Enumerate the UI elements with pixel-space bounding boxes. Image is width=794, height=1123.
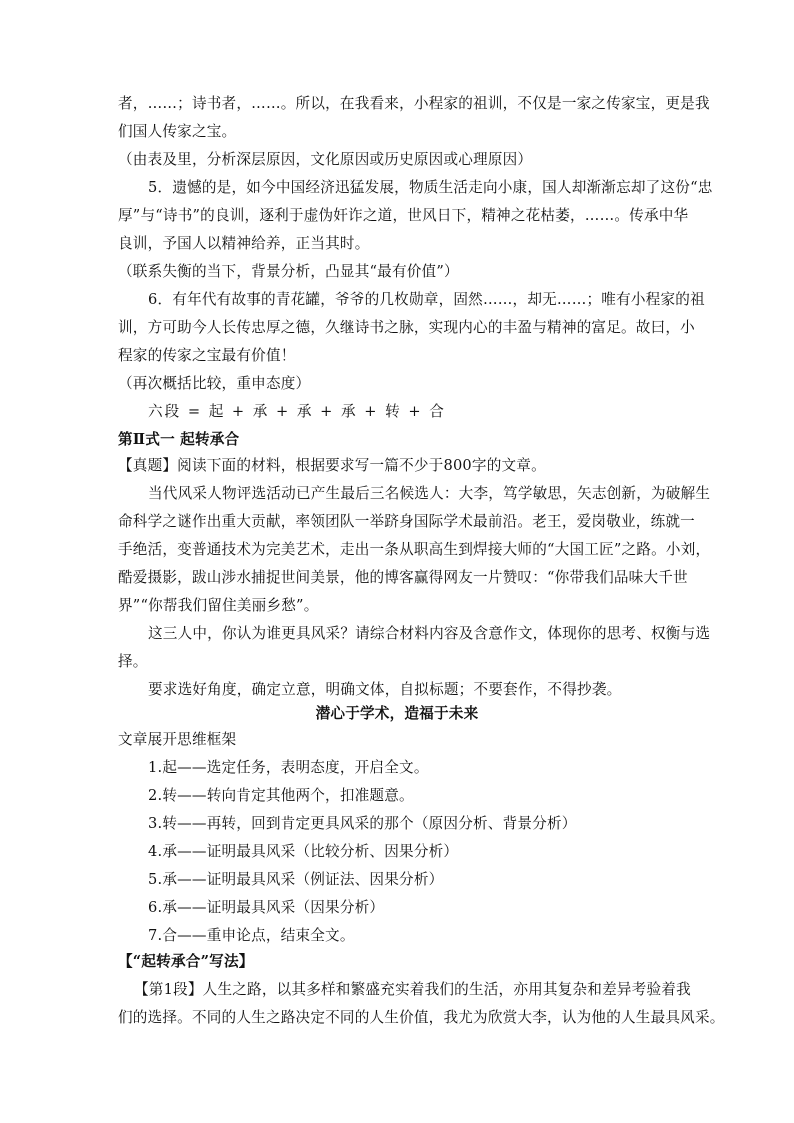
prompt-line: 择。: [118, 653, 148, 670]
material-line: 酷爱摄影，跋山涉水捕捉世间美景，他的博客赢得网友一片赞叹：“你带我们品味大千世: [118, 569, 688, 586]
annotation-line: （联系失衡的当下，背景分析，凸显其“最有价值”）: [118, 263, 459, 280]
annotation-line: （由表及里，分析深层原因，文化原因或历史原因或心理原因）: [118, 151, 533, 168]
sample-paragraph-line: 们的选择。不同的人生之路决定不同的人生价值，我尤为欣赏大李，认为他的人生最具风采。: [118, 1009, 725, 1026]
framework-heading: 文章展开思维框架: [118, 731, 237, 748]
framework-item: 6.承——证明最具风采（因果分析）: [148, 899, 385, 916]
requirements-line: 要求选好角度，确定立意，明确文体，自拟标题；不要套作，不得抄袭。: [148, 681, 622, 698]
material-line: 手绝活，变普通技术为完美艺术，走出一条从职高生到焊接大师的“大国工匠”之路。小刘，: [118, 541, 711, 558]
material-line: 当代风采人物评选活动已产生最后三名候选人：大李，笃学敏思，矢志创新，为破解生: [148, 485, 711, 502]
framework-item: 2.转——转向肯定其他两个，扣准题意。: [148, 787, 414, 804]
framework-item: 5.承——证明最具风采（例证法、因果分析）: [148, 871, 444, 888]
text-line: 良训，予国人以精神给养，正当其时。: [118, 235, 370, 252]
sample-paragraph-line: 【第1段】人生之路，以其多样和繁盛充实着我们的生活，亦用其复杂和差异考验着我: [134, 981, 691, 998]
material-line: 命科学之谜作出重大贡献，率领团队一举跻身国际学术最前沿。老王，爱岗敬业，练就一: [118, 513, 695, 530]
section-heading: 第Ⅱ式一 起转承合: [118, 431, 240, 448]
paragraph-5-line: 5．遗憾的是，如今中国经济迅猛发展，物质生活走向小康，国人却渐渐忘却了这份“忠: [148, 179, 713, 196]
framework-item: 1.起——选定任务，表明态度，开启全文。: [148, 759, 429, 776]
structure-formula: 六段 = 起 + 承 + 承 + 承 + 转 + 合: [148, 403, 446, 420]
text-line: 者，……；诗书者，……。所以，在我看来，小程家的祖训，不仅是一家之传家宝，更是我: [118, 95, 710, 112]
text-line: 们国人传家之宝。: [118, 123, 237, 140]
prompt-line: 这三人中，你认为谁更具风采？请综合材料内容及含意作文，体现你的思考、权衡与选: [148, 625, 711, 642]
framework-item: 3.转——再转，回到肯定更具风采的那个（原因分析、背景分析）: [148, 815, 577, 832]
question-line: 【真题】阅读下面的材料，根据要求写一篇不少于800字的文章。: [118, 457, 546, 474]
text-line: 程家的传家之宝最有价值！: [118, 347, 296, 364]
material-line: 界”“你帮我们留住美丽乡愁”。: [118, 597, 319, 614]
paragraph-6-line: 6．有年代有故事的青花罐，爷爷的几枚勋章，固然……，却无……；唯有小程家的祖: [148, 291, 705, 308]
text-line: 训，方可助今人长传忠厚之德，久继诗书之脉，实现内心的丰盈与精神的富足。故曰，小: [118, 319, 695, 336]
framework-item: 4.承——证明最具风采（比较分析、因果分析）: [148, 843, 459, 860]
method-heading: 【“起转承合”写法】: [118, 953, 254, 970]
framework-item: 7.合——重申论点，结束全文。: [148, 927, 355, 944]
text-line: 厚”与“诗书”的良训，逐利于虚伪奸诈之道，世风日下，精神之花枯萎，……。传承中华: [118, 207, 689, 224]
essay-title: 潜心于学术，造福于未来: [315, 705, 479, 722]
annotation-line: （再次概括比较，重申态度）: [118, 375, 311, 392]
